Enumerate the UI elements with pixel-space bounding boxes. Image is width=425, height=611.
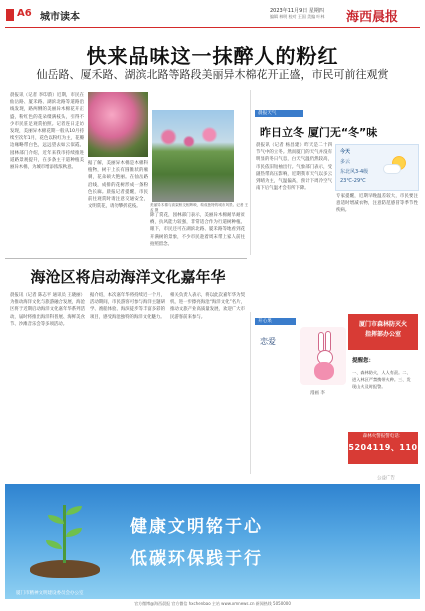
hotline-number: 5204119、110 <box>348 443 418 452</box>
weather-tag: 晨报天气 <box>255 110 303 117</box>
story-body-col2: 据介绍，本次嘉年华将持续近一个月，活动期间，市民游客可参与海洋主题研学、渔船体验、海滨徒步等丰富多彩的项目，感受海沧独特的海洋文化魅力。 <box>90 293 165 320</box>
ad-tag: 公益广告 <box>377 476 395 481</box>
hotline-label: 森林火警报警电话： <box>362 434 404 439</box>
photo-caption: 美丽异木棉与高架桥交相辉映，构成独特的城市风景。记者 王孟 摄 <box>150 203 249 212</box>
fire-notice-body: 一、森林防火，人人有责。二、进入林区严禁携带火种。三、发现山火及时报警。 <box>352 370 411 389</box>
column-divider <box>250 90 251 255</box>
section-title: 城市读本 <box>40 12 80 23</box>
story-body-col3: 相关负责人表示，将以此次嘉年华为契机，进一步擦亮海沧“海洋文化”名片，推动文旅产业高质量发展，欢迎广大市民游客前来参与。 <box>170 293 245 320</box>
forecast-condition: 多云 <box>340 159 351 165</box>
forecast-temperature: 23℃-29℃ <box>340 178 366 184</box>
weather-headline: 昨日立冬 厦门无“冬”味 <box>260 126 378 139</box>
header-rule <box>5 27 420 28</box>
story-headline: 海沧区将启动海洋文化嘉年华 <box>30 268 226 286</box>
lead-headline: 快来品味这一抹醉人的粉红 <box>86 44 339 68</box>
column-divider <box>250 312 251 474</box>
story-body-col1: 晨报讯（记者 陈志平 通讯员 王晓丽）为推动海洋文化与旅游融合发展，海沧区将于近期启动海洋文化嘉年华系列活动，届时将推出海洋科普展、海鲜美食节、沙滩音乐会等多项活动。 <box>10 293 85 327</box>
comic-tag: 开心果 <box>255 318 296 325</box>
comic-credit: 漫画 李 <box>310 391 325 396</box>
flower-photo <box>88 92 148 157</box>
header-accent-bar <box>6 9 14 21</box>
lead-body-mid: 据了解，美丽异木棉是木棉科植物，树干上长有圆锥状的瘤刺，花朵硕大艳丽。在仙岳路沿线，成排的花树形成一条粉色长廊。晨报记者提醒，市民前往观赏时请注意交通安全，文明赏花，请勿攀折花枝。 <box>88 161 148 210</box>
section-divider <box>5 258 247 259</box>
forecast-day: 今天 <box>340 149 351 155</box>
editor-credits: 编辑 林明 校对 王国 美编 叶林 <box>270 14 325 19</box>
lead-subhead: 仙岳路、厦禾路、湖滨北路等路段美丽异木棉花开正盛，市民可前往观赏 <box>36 68 389 81</box>
weather-advice: 专家提醒，近期早晚温差较大，市民要注意适时增减衣物，注意防范感冒等季节性疾病。 <box>336 194 418 214</box>
newspaper-logo: 海西晨报 <box>346 10 399 25</box>
fire-hotline-box <box>348 432 418 464</box>
cloud-icon <box>384 165 400 173</box>
public-service-ad <box>5 484 420 599</box>
ad-slogan-1: 健康文明铭于心 <box>130 517 263 537</box>
bunny-ear <box>325 331 331 352</box>
ad-sponsor: 厦门市精神文明建设委员会办公室 <box>16 591 84 596</box>
issue-date: 2023年11月9日 星期四 <box>270 8 324 14</box>
ad-slogan-2: 低碳环保践于行 <box>130 549 263 569</box>
bunny-ear <box>318 332 324 352</box>
bunny-body <box>314 362 334 380</box>
fire-notice-title1: 厦门市森林防灭火 <box>358 321 407 328</box>
weather-body: 晨报讯（记者 杨昌建）昨天是二十四节气中的立冬。然而厦门的天气并没有明显的冬日气息，白天气温仍然较高，市民依旧短袖出行。气象部门表示，受副热带高压影响，近期我市天气以多云到晴为主，气温偏高，预计下周冷空气南下后气温才会有所下降。 <box>256 143 332 192</box>
page-number: A6 <box>17 8 32 19</box>
fire-notice-sub: 提醒您： <box>352 358 375 364</box>
forecast-wind: 东北风3-4级 <box>340 169 369 175</box>
fire-notice-title2: 指挥部办公室 <box>364 331 401 338</box>
lead-body-left: 晨报讯（记者 李印韵）近期，市民在仙岳路、厦禾路、湖滨北路等道路沿线发现，路两侧的美丽异木棉花开正盛，粉红色的花朵缀满枝头，引得不少市民驻足观赏拍照。记者连日走访发现，美丽异木棉花期一般从10月持续至次年1月，花色以粉红为主，花瓣边缘略带白色，远远望去如云似霞。园林部门介绍，近年来我市持续推进道路景观提升，在多条主干道种植美丽异木棉，为城市增添浓浓秋意。 <box>10 93 84 171</box>
lead-body-right: 除了赏花，园林部门表示，美丽异木棉耐旱耐贫瘠，抗风能力较强，非常适合作为行道树种植。眼下，市民还可在湖滨北路、厦禾路等地看到花开满树的景象，不少市民趁着周末带上家人前往拍照留念。 <box>150 213 245 247</box>
comic-title: 恋爱 <box>260 337 276 346</box>
blossom-trees-image <box>152 110 234 155</box>
fire-notice-header <box>348 314 418 350</box>
page-footer: 官方微博@海西晨报 官方微信 hxchenbao 主站 www.xmnews.cn 新闻热线 5050000 <box>134 601 291 606</box>
